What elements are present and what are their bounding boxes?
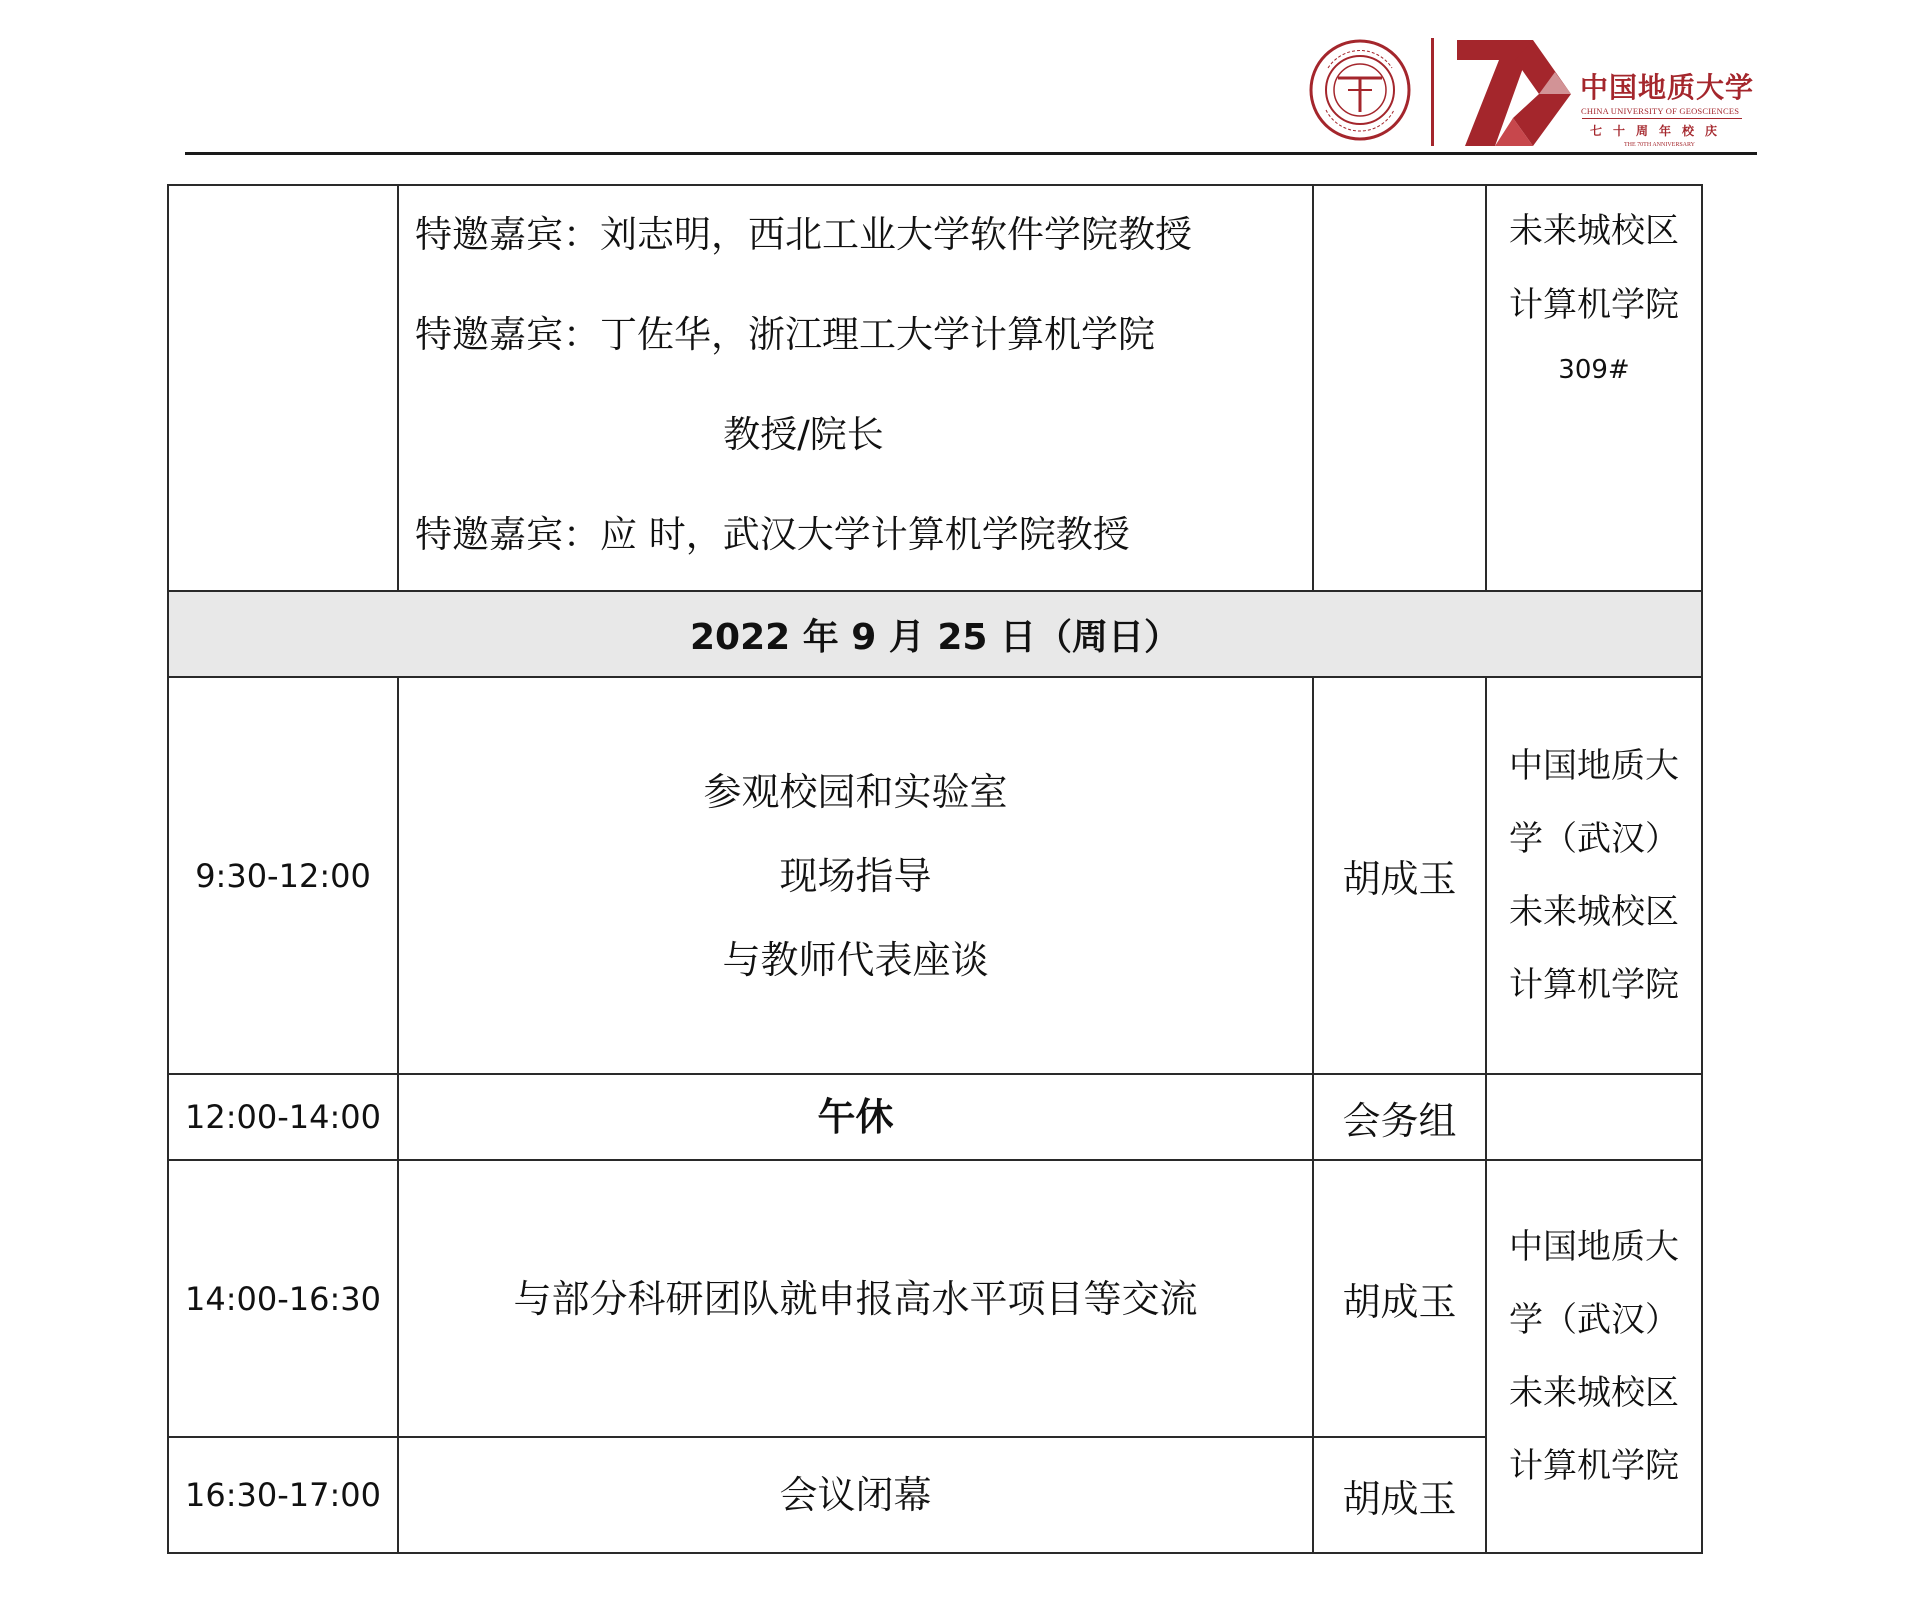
seventy-anniversary-logo-icon xyxy=(1455,38,1573,148)
host-cell: 会务组 xyxy=(1313,1074,1486,1160)
venue-cell xyxy=(1486,677,1702,1074)
time-cell: 12:00-14:00 xyxy=(168,1074,398,1160)
venue-line: 未来城校区 xyxy=(1509,891,1679,932)
time-cell xyxy=(168,185,398,591)
host-cell: 胡成玉 xyxy=(1313,677,1486,1074)
venue-line: 309# xyxy=(1558,355,1630,385)
brand-anniversary-cn: 七十周年校庆 xyxy=(1590,124,1729,138)
content-line: 参观校园和实验室 xyxy=(703,769,1008,814)
table-row xyxy=(168,1437,1702,1553)
brand-rule xyxy=(1582,118,1742,119)
table-row xyxy=(168,1160,1702,1437)
university-seal-icon xyxy=(1308,38,1412,142)
time-cell: 14:00-16:30 xyxy=(168,1160,398,1437)
venue-cell xyxy=(1486,1160,1702,1553)
venue-cell xyxy=(1486,185,1702,591)
venue-line: 学（武汉） xyxy=(1509,818,1679,859)
venue-line: 未来城校区 xyxy=(1509,1372,1679,1413)
time-cell: 9:30-12:00 xyxy=(168,677,398,1074)
venue-line: 计算机学院 xyxy=(1509,285,1679,325)
host-cell: 胡成玉 xyxy=(1313,1437,1486,1553)
host-cell xyxy=(1313,185,1486,591)
guest-line: 特邀嘉宾：应 时，武汉大学计算机学院教授 xyxy=(415,513,1130,556)
date-header-row xyxy=(168,591,1702,677)
page-header xyxy=(0,0,1920,160)
guest-line: 教授/院长 xyxy=(723,413,884,456)
venue-cell xyxy=(1486,1074,1702,1160)
venue-line: 未来城校区 xyxy=(1509,211,1679,251)
table-row xyxy=(168,185,1702,591)
venue-line: 计算机学院 xyxy=(1509,1445,1679,1486)
guest-line: 特邀嘉宾：刘志明，西北工业大学软件学院教授 xyxy=(415,213,1192,256)
content-line: 与教师代表座谈 xyxy=(722,937,989,982)
venue-line: 中国地质大 xyxy=(1509,745,1679,786)
date-header: 2022 年 9 月 25 日（周日） xyxy=(168,591,1702,677)
table-row xyxy=(168,677,1702,1074)
content-line: 现场指导 xyxy=(779,853,932,898)
content-cell: 午休 xyxy=(398,1074,1313,1160)
guests-cell xyxy=(398,185,1313,591)
venue-line: 计算机学院 xyxy=(1509,964,1679,1005)
content-cell: 会议闭幕 xyxy=(398,1437,1313,1553)
table-row xyxy=(168,1074,1702,1160)
time-cell: 16:30-17:00 xyxy=(168,1437,398,1553)
guest-line: 特邀嘉宾：丁佐华，浙江理工大学计算机学院 xyxy=(415,313,1155,356)
schedule-table xyxy=(167,184,1703,1554)
university-brand xyxy=(1580,66,1762,150)
venue-line: 学（武汉） xyxy=(1509,1299,1679,1340)
logo-divider xyxy=(1431,38,1434,146)
venue-line: 中国地质大 xyxy=(1509,1226,1679,1267)
brand-name-cn: 中国地质大学 xyxy=(1580,71,1755,104)
content-cell: 与部分科研团队就申报高水平项目等交流 xyxy=(398,1160,1313,1437)
brand-name-en: CHINA UNIVERSITY OF GEOSCIENCES xyxy=(1581,106,1740,116)
content-cell xyxy=(398,677,1313,1074)
brand-anniversary-en: THE 70TH ANNIVERSARY xyxy=(1624,142,1696,148)
header-rule xyxy=(185,152,1757,155)
host-cell: 胡成玉 xyxy=(1313,1160,1486,1437)
